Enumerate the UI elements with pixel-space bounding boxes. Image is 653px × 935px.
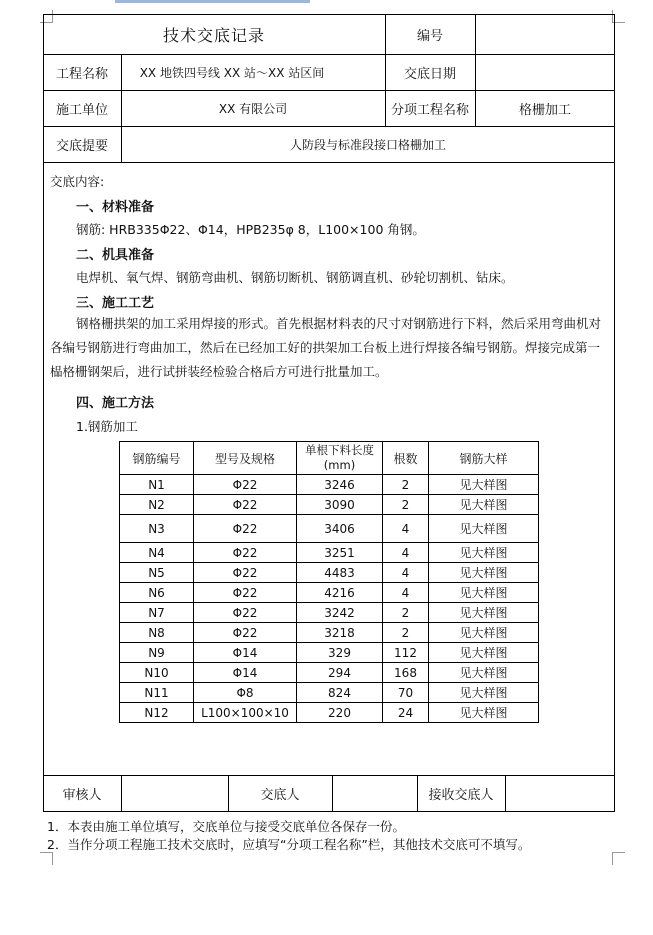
cell-spec: Φ22 <box>194 563 297 583</box>
cell-id: N3 <box>120 515 194 543</box>
cell-spec: Φ22 <box>194 603 297 623</box>
col-header-detail: 钢筋大样 <box>429 442 539 475</box>
content-intro: 交底内容: <box>50 174 105 189</box>
reviewer-label: 审核人 <box>62 788 102 803</box>
receiver-signature[interactable] <box>505 775 615 812</box>
table-row <box>120 643 539 663</box>
col-header-id: 钢筋编号 <box>120 442 194 475</box>
cell-detail: 见大样图 <box>429 495 539 515</box>
cell-length: 3218 <box>297 623 383 643</box>
cell-length: 3406 <box>297 515 383 543</box>
table-row <box>120 495 539 515</box>
number-value[interactable] <box>475 14 615 54</box>
cell-id: N12 <box>120 703 194 723</box>
cell-id: N6 <box>120 583 194 603</box>
col-header-spec: 型号及规格 <box>194 442 297 475</box>
table-row <box>120 623 539 643</box>
grid-line <box>43 162 615 163</box>
cell-count: 2 <box>383 603 429 623</box>
sub-project-label: 分项工程名称 <box>390 102 469 118</box>
section-1-title: 一、材料准备 <box>76 200 155 215</box>
cell-count: 4 <box>383 583 429 603</box>
table-row <box>120 543 539 563</box>
section-2-title: 二、机具准备 <box>76 248 155 263</box>
crop-mark-bottom-right <box>612 852 625 865</box>
col-header-count: 根数 <box>383 442 429 475</box>
table-row <box>120 603 539 623</box>
number-label: 编号 <box>416 28 443 44</box>
cell-length: 3090 <box>297 495 383 515</box>
cell-length: 824 <box>297 683 383 703</box>
discloser-signature[interactable] <box>332 775 417 812</box>
cell-count: 4 <box>383 543 429 563</box>
cell-length: 4216 <box>297 583 383 603</box>
cell-id: N9 <box>120 643 194 663</box>
cell-count: 2 <box>383 495 429 515</box>
cell-detail: 见大样图 <box>429 563 539 583</box>
section-4-subtitle: 1.钢筋加工 <box>76 419 138 434</box>
sub-project-value[interactable]: 格栅加工 <box>518 102 571 118</box>
cell-id: N1 <box>120 475 194 495</box>
project-label: 工程名称 <box>55 66 108 82</box>
cell-count: 2 <box>383 475 429 495</box>
cell-detail: 见大样图 <box>429 703 539 723</box>
cell-spec: Φ22 <box>194 583 297 603</box>
cell-count: 4 <box>383 563 429 583</box>
cell-length: 294 <box>297 663 383 683</box>
cell-id: N4 <box>120 543 194 563</box>
cell-spec: Φ22 <box>194 475 297 495</box>
unit-label: 施工单位 <box>55 102 108 118</box>
cell-detail: 见大样图 <box>429 643 539 663</box>
table-row <box>120 583 539 603</box>
cell-id: N8 <box>120 623 194 643</box>
date-value[interactable] <box>475 54 615 90</box>
cell-detail: 见大样图 <box>429 543 539 563</box>
col-header-length: 单根下料长度 (mm) <box>297 442 383 475</box>
cell-id: N10 <box>120 663 194 683</box>
cell-length: 220 <box>297 703 383 723</box>
cell-length: 3242 <box>297 603 383 623</box>
cell-spec: Φ14 <box>194 663 297 683</box>
table-row <box>120 703 539 723</box>
cell-spec: Φ22 <box>194 515 297 543</box>
note-2: 2．当作分项工程施工技术交底时，应填写“分项工程名称”栏，其他技术交底可不填写。 <box>47 837 531 852</box>
cell-count: 24 <box>383 703 429 723</box>
date-label: 交底日期 <box>403 66 456 82</box>
cell-id: N5 <box>120 563 194 583</box>
section-4-title: 四、施工方法 <box>76 396 155 411</box>
reviewer-signature[interactable] <box>121 775 228 812</box>
section-1-text: 钢筋: HRB335Φ22、Φ14，HPB235φ 8，L100×100 角钢。 <box>76 222 425 237</box>
cell-id: N11 <box>120 683 194 703</box>
cell-spec: Φ22 <box>194 495 297 515</box>
cell-detail: 见大样图 <box>429 663 539 683</box>
steel-table <box>119 441 539 723</box>
summary-value[interactable]: 人防段与标准段接口格栅加工 <box>289 137 446 152</box>
cell-count: 168 <box>383 663 429 683</box>
table-row <box>120 563 539 583</box>
cell-spec: Φ14 <box>194 643 297 663</box>
table-header-row <box>120 442 539 475</box>
page-top-bar <box>115 0 310 3</box>
cell-length: 3251 <box>297 543 383 563</box>
cell-detail: 见大样图 <box>429 623 539 643</box>
summary-label: 交底提要 <box>55 138 108 154</box>
section-2-text: 电焊机、氧气焊、钢筋弯曲机、钢筋切断机、钢筋调直机、砂轮切割机、钻床。 <box>76 270 514 285</box>
cell-detail: 见大样图 <box>429 683 539 703</box>
cell-detail: 见大样图 <box>429 515 539 543</box>
cell-spec: Φ8 <box>194 683 297 703</box>
table-row <box>120 663 539 683</box>
cell-spec: Φ22 <box>194 543 297 563</box>
cell-count: 2 <box>383 623 429 643</box>
form-title: 技术交底记录 <box>162 25 265 45</box>
cell-count: 70 <box>383 683 429 703</box>
project-value[interactable]: XX 地铁四号线 XX 站～XX 站区间 <box>139 65 325 80</box>
cell-detail: 见大样图 <box>429 583 539 603</box>
cell-length: 4483 <box>297 563 383 583</box>
section-3-title: 三、施工工艺 <box>76 296 155 311</box>
note-1: 1．本表由施工单位填写，交底单位与接受交底单位各保存一份。 <box>47 819 405 834</box>
steel-table-body <box>120 475 539 723</box>
table-row <box>120 475 539 495</box>
cell-id: N7 <box>120 603 194 623</box>
table-row <box>120 515 539 543</box>
unit-value[interactable]: XX 有限公司 <box>218 101 288 116</box>
table-row <box>120 683 539 703</box>
cell-spec: Φ22 <box>194 623 297 643</box>
cell-id: N2 <box>120 495 194 515</box>
cell-detail: 见大样图 <box>429 475 539 495</box>
cell-length: 3246 <box>297 475 383 495</box>
cell-spec: L100×100×10 <box>194 703 297 723</box>
crop-mark-bottom-left <box>40 852 53 865</box>
cell-count: 112 <box>383 643 429 663</box>
discloser-label: 交底人 <box>260 788 300 803</box>
cell-detail: 见大样图 <box>429 603 539 623</box>
section-3-text: 钢格栅拱架的加工采用焊接的形式。首先根据材料表的尺寸对钢筋进行下料，然后采用弯曲机对各编号钢筋进行弯曲加工，然后在已经加工好的拱架加工台板上进行焊接各编号钢筋。焊接完成第一榀格栅钢架后，进行试拼装经检验合格后方可进行批量加工。 <box>50 316 602 379</box>
cell-length: 329 <box>297 643 383 663</box>
cell-count: 4 <box>383 515 429 543</box>
receiver-label: 接收交底人 <box>428 788 494 803</box>
